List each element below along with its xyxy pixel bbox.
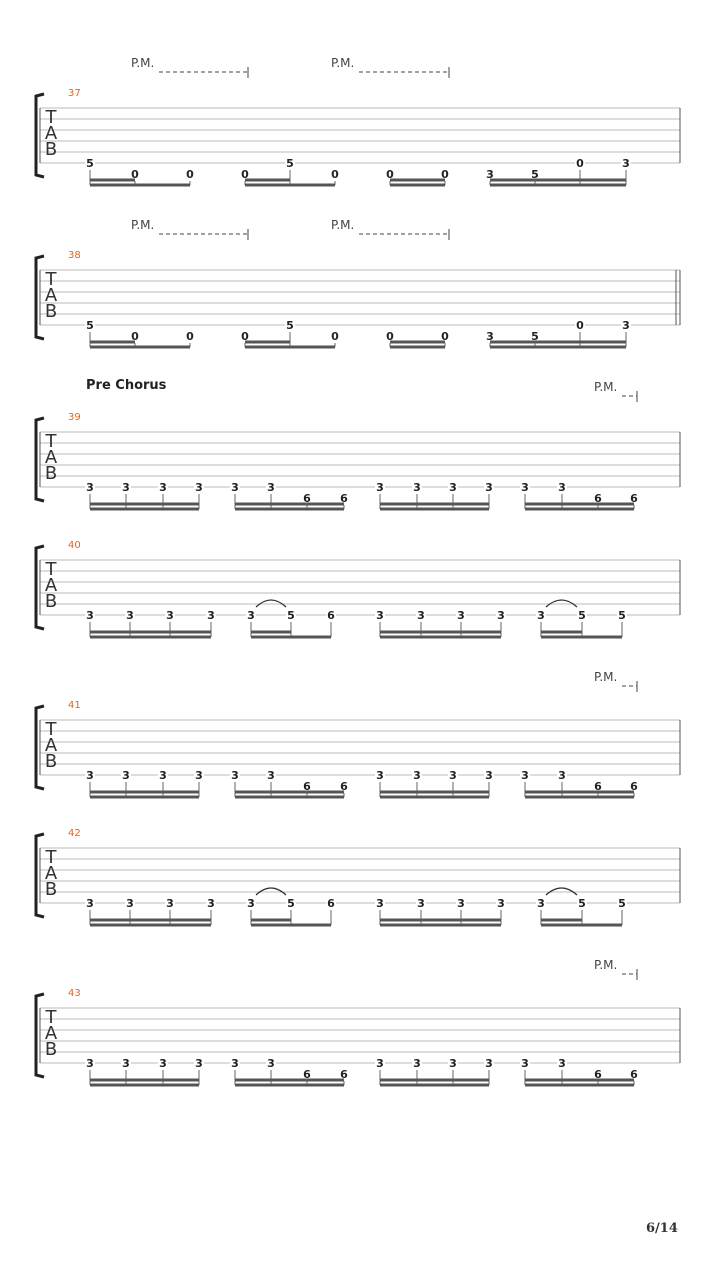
fret-number: 3 [122, 769, 130, 782]
tab-clef-letter: B [44, 751, 58, 772]
fret-number: 3 [207, 609, 215, 622]
fret-number: 3 [126, 609, 134, 622]
fret-number: 6 [303, 492, 311, 505]
tab-clef-letter: B [44, 1039, 58, 1060]
fret-number: 3 [413, 1057, 421, 1070]
fret-number: 0 [241, 330, 249, 343]
fret-number: 3 [537, 609, 545, 622]
fret-number: 6 [327, 897, 335, 910]
fret-number: 3 [486, 330, 494, 343]
tab-clef-letter: A [44, 123, 58, 144]
fret-number: 3 [166, 609, 174, 622]
fret-number: 3 [86, 481, 94, 494]
tab-clef-letter: T [45, 431, 57, 452]
tab-clef-letter: B [44, 463, 58, 484]
fret-number: 6 [340, 780, 348, 793]
fret-number: 6 [630, 1068, 638, 1081]
fret-number: 3 [126, 897, 134, 910]
fret-number: 3 [413, 769, 421, 782]
measure-number: 40 [68, 540, 81, 551]
fret-number: 3 [558, 769, 566, 782]
tab-clef-letter: A [44, 863, 58, 884]
tab-clef-letter: B [44, 591, 58, 612]
fret-number: 3 [159, 1057, 167, 1070]
fret-number: 3 [413, 481, 421, 494]
fret-number: 3 [376, 897, 384, 910]
fret-number: 3 [376, 609, 384, 622]
fret-number: 3 [449, 769, 457, 782]
fret-number: 6 [303, 1068, 311, 1081]
fret-number: 0 [386, 168, 394, 181]
fret-number: 3 [376, 481, 384, 494]
tab-clef-letter: T [45, 269, 57, 290]
measure-number: 39 [68, 412, 81, 423]
tab-clef-letter: B [44, 301, 58, 322]
fret-number: 6 [594, 780, 602, 793]
fret-number: 0 [186, 168, 194, 181]
tab-clef-letter: T [45, 847, 57, 868]
fret-number: 3 [521, 1057, 529, 1070]
fret-number: 0 [241, 168, 249, 181]
fret-number: 3 [622, 319, 630, 332]
fret-number: 3 [267, 769, 275, 782]
fret-number: 3 [417, 609, 425, 622]
measure-number: 38 [68, 250, 81, 261]
page-number: 6/14 [646, 1221, 678, 1236]
fret-number: 0 [441, 330, 449, 343]
fret-number: 5 [86, 157, 94, 170]
fret-number: 6 [594, 492, 602, 505]
fret-number: 3 [159, 769, 167, 782]
fret-number: 3 [195, 1057, 203, 1070]
fret-number: 5 [531, 168, 539, 181]
fret-number: 6 [303, 780, 311, 793]
fret-number: 6 [630, 492, 638, 505]
fret-number: 3 [159, 481, 167, 494]
palm-mute-label: P.M. [594, 958, 618, 972]
tab-clef-letter: T [45, 107, 57, 128]
fret-number: 3 [231, 1057, 239, 1070]
fret-number: 3 [86, 609, 94, 622]
fret-number: 5 [287, 609, 295, 622]
fret-number: 0 [131, 330, 139, 343]
fret-number: 3 [497, 609, 505, 622]
fret-number: 3 [195, 769, 203, 782]
fret-number: 3 [622, 157, 630, 170]
fret-number: 3 [449, 481, 457, 494]
fret-number: 5 [287, 897, 295, 910]
fret-number: 3 [231, 769, 239, 782]
palm-mute-label: P.M. [594, 380, 618, 394]
fret-number: 3 [449, 1057, 457, 1070]
fret-number: 5 [286, 319, 294, 332]
tab-clef-letter: B [44, 879, 58, 900]
fret-number: 0 [186, 330, 194, 343]
fret-number: 0 [576, 157, 584, 170]
fret-number: 6 [630, 780, 638, 793]
tab-clef-letter: A [44, 447, 58, 468]
fret-number: 3 [376, 1057, 384, 1070]
fret-number: 3 [376, 769, 384, 782]
tab-clef-letter: T [45, 1007, 57, 1028]
fret-number: 5 [578, 609, 586, 622]
fret-number: 3 [521, 769, 529, 782]
measure-number: 43 [68, 988, 81, 999]
fret-number: 6 [594, 1068, 602, 1081]
fret-number: 3 [267, 481, 275, 494]
fret-number: 3 [247, 609, 255, 622]
fret-number: 5 [286, 157, 294, 170]
fret-number: 5 [618, 609, 626, 622]
tab-clef-letter: T [45, 719, 57, 740]
fret-number: 3 [485, 481, 493, 494]
palm-mute-label: P.M. [331, 56, 355, 70]
fret-number: 5 [578, 897, 586, 910]
fret-number: 3 [166, 897, 174, 910]
fret-number: 3 [485, 1057, 493, 1070]
fret-number: 3 [247, 897, 255, 910]
fret-number: 3 [485, 769, 493, 782]
measure-number: 41 [68, 700, 81, 711]
fret-number: 6 [327, 609, 335, 622]
tab-clef-letter: A [44, 735, 58, 756]
tab-clef-letter: B [44, 139, 58, 160]
fret-number: 3 [122, 1057, 130, 1070]
section-label-pre-chorus: Pre Chorus [86, 378, 167, 393]
fret-number: 3 [417, 897, 425, 910]
fret-number: 5 [618, 897, 626, 910]
tab-clef-letter: A [44, 1023, 58, 1044]
measure-number: 42 [68, 828, 81, 839]
fret-number: 0 [331, 168, 339, 181]
fret-number: 3 [86, 769, 94, 782]
fret-number: 0 [441, 168, 449, 181]
fret-number: 0 [131, 168, 139, 181]
fret-number: 3 [558, 481, 566, 494]
fret-number: 3 [231, 481, 239, 494]
fret-number: 3 [195, 481, 203, 494]
fret-number: 0 [331, 330, 339, 343]
fret-number: 3 [457, 609, 465, 622]
fret-number: 0 [386, 330, 394, 343]
palm-mute-label: P.M. [131, 218, 155, 232]
fret-number: 3 [86, 1057, 94, 1070]
tab-clef-letter: A [44, 285, 58, 306]
fret-number: 3 [558, 1057, 566, 1070]
tab-clef-letter: A [44, 575, 58, 596]
fret-number: 3 [267, 1057, 275, 1070]
fret-number: 3 [486, 168, 494, 181]
palm-mute-label: P.M. [594, 670, 618, 684]
fret-number: 3 [86, 897, 94, 910]
fret-number: 0 [576, 319, 584, 332]
fret-number: 3 [457, 897, 465, 910]
fret-number: 3 [537, 897, 545, 910]
palm-mute-label: P.M. [331, 218, 355, 232]
fret-number: 3 [122, 481, 130, 494]
fret-number: 5 [531, 330, 539, 343]
fret-number: 6 [340, 1068, 348, 1081]
tab-clef-letter: T [45, 559, 57, 580]
fret-number: 3 [207, 897, 215, 910]
fret-number: 5 [86, 319, 94, 332]
fret-number: 3 [521, 481, 529, 494]
fret-number: 3 [497, 897, 505, 910]
fret-number: 6 [340, 492, 348, 505]
palm-mute-label: P.M. [131, 56, 155, 70]
measure-number: 37 [68, 88, 81, 99]
